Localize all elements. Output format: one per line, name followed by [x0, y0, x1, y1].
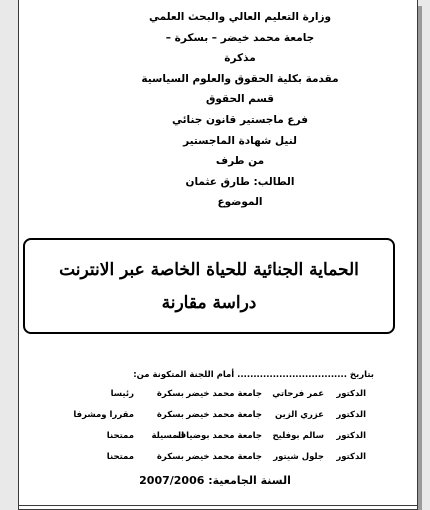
degree-line: لنيل شهادة الماجستير: [183, 134, 297, 147]
member-role: ممتحنا: [106, 431, 134, 441]
member-city: بسكرة: [156, 410, 184, 420]
by-line: من طرف: [215, 155, 265, 168]
faculty-line: مقدمة بكلية الحقوق والعلوم السياسية: [141, 72, 339, 85]
university-line: جامعة محمد خيضر – بسكرة –: [165, 31, 315, 44]
branch-line: فرع ماجستير قانون جنائي: [171, 113, 308, 126]
member-city: المسيلة: [151, 431, 184, 441]
academic-year: السنة الجامعية: 2007/2006: [139, 474, 291, 487]
member-city: بسكرة: [156, 389, 184, 399]
member-role: ممتحنا: [106, 452, 134, 462]
title-box: [23, 238, 395, 334]
member-role: مقررا ومشرفا: [73, 410, 134, 420]
committee-row: [36, 452, 366, 468]
member-name: جلول شيتور: [273, 452, 324, 462]
member-title: الدكتور: [336, 431, 366, 441]
member-name: عزري الزين: [275, 410, 324, 420]
member-university: جامعة محمد خيضر: [186, 410, 262, 420]
member-title: الدكتور: [336, 389, 366, 399]
subject-line: الموضوع: [217, 196, 263, 209]
member-university: جامعة محمد خيضر: [186, 452, 262, 462]
committee-intro: بتاريخ .................................. أمام اللجنة المتكونة من:: [133, 370, 374, 380]
department-line: قسم الحقوق: [205, 93, 275, 106]
member-university: جامعة محمد خيضر: [186, 389, 262, 399]
member-university: جامعة محمد بوضياف: [176, 431, 262, 441]
member-city: بسكرة: [156, 452, 184, 462]
bottom-rule: [18, 505, 418, 506]
member-name: عمر فرحاتي: [272, 389, 324, 399]
thesis-title: الحماية الجنائية للحياة الخاصة عبر الانترنت: [59, 260, 359, 280]
committee-row: [36, 389, 366, 405]
header-block: [60, 7, 420, 213]
thesis-subtitle: دراسة مقارنة: [161, 293, 257, 313]
member-title: الدكتور: [336, 410, 366, 420]
memo-line: مذكرة: [224, 52, 256, 65]
committee-row: [36, 431, 366, 447]
member-title: الدكتور: [336, 452, 366, 462]
member-name: سالم بوفليح: [272, 431, 324, 441]
committee-row: [36, 410, 366, 426]
member-role: رئيسا: [110, 389, 134, 399]
ministry-line: وزارة التعليم العالي والبحث العلمي: [148, 11, 332, 23]
student-line: الطالب: طارق عثمان: [185, 175, 295, 188]
